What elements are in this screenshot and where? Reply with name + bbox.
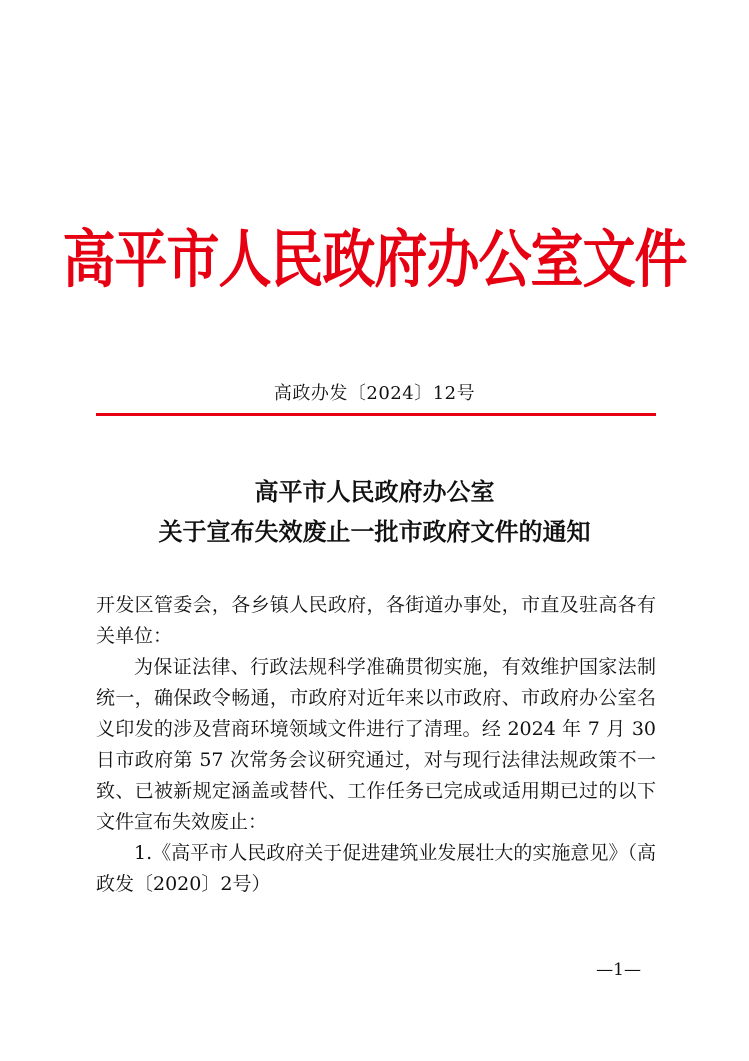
- addressee: 开发区管委会，各乡镇人民政府，各街道办事处，市直及驻高各有关单位：: [96, 594, 656, 647]
- red-separator-line: [96, 413, 656, 416]
- masthead-title: 高平市人民政府办公室文件: [62, 224, 687, 297]
- document-number: 高政办发〔2024〕12号: [273, 383, 476, 404]
- notice-title: [0, 472, 749, 552]
- page-number: —1—: [596, 960, 641, 980]
- notice-body: [96, 590, 656, 900]
- notice-title-line-2: 关于宣布失效废止一批市政府文件的通知: [158, 517, 591, 546]
- notice-title-line-1: 高平市人民政府办公室: [254, 477, 495, 506]
- body-paragraph-1: 为保证法律、行政法规科学准确贯彻实施，有效维护国家法制统一，确保政令畅通，市政府对近年来以市政府、市政府办公室名义印发的涉及营商环境领域文件进行了清理。经 2024 年 7 月 30 日市政府第 57 次常务会议研究通过，对与现行法律法规政策不一致、已被新规定涵盖或替代、工作任务已完成或适用期已过的以下文件宣布失效废止：: [96, 656, 656, 833]
- list-item-1: 1.《高平市人民政府关于促进建筑业发展壮大的实施意见》（高政发〔2020〕2号）: [96, 842, 656, 895]
